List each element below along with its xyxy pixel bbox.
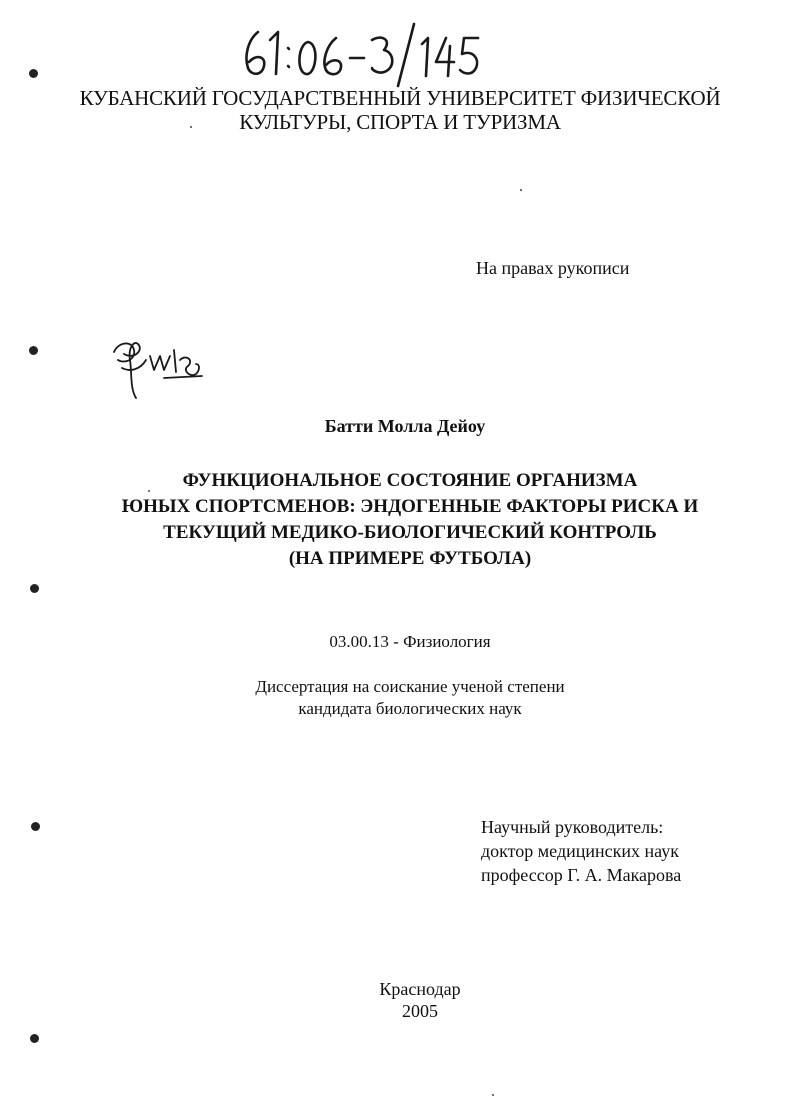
binder-hole-mark bbox=[31, 822, 40, 831]
title-line-4: (НА ПРИМЕРЕ ФУТБОЛА) bbox=[288, 548, 532, 569]
city-year bbox=[320, 978, 520, 1022]
title-line-1: ФУНКЦИОНАЛЬНОЕ СОСТОЯНИЕ ОРГАНИЗМА bbox=[182, 470, 638, 491]
specialty-code: 03.00.13 - Физиология bbox=[329, 632, 491, 651]
supervisor-line-3: профессор Г. А. Макарова bbox=[481, 865, 682, 885]
university-name bbox=[60, 86, 740, 134]
binder-hole-mark bbox=[30, 584, 39, 593]
supervisor-line-2: доктор медицинских наук bbox=[481, 841, 679, 861]
year: 2005 bbox=[402, 1001, 438, 1021]
title-line-2: ЮНЫХ СПОРТСМЕНОВ: ЭНДОГЕННЫЕ ФАКТОРЫ РИСКА И bbox=[121, 496, 699, 517]
author-name: Батти Молла Дейоу bbox=[324, 416, 486, 436]
manuscript-rights: На правах рукописи bbox=[476, 258, 630, 278]
city-name: Краснодар bbox=[379, 979, 461, 999]
scan-speck bbox=[492, 1094, 494, 1096]
binder-hole-mark bbox=[30, 1034, 39, 1043]
scan-speck bbox=[190, 126, 192, 128]
archive-code-handwriting bbox=[236, 18, 486, 88]
binder-hole-mark bbox=[29, 346, 38, 355]
degree-line-2: кандидата биологических наук bbox=[298, 699, 522, 718]
signature-drawing bbox=[104, 330, 214, 408]
university-line-1: КУБАНСКИЙ ГОСУДАРСТВЕННЫЙ УНИВЕРСИТЕТ ФИЗИЧЕСКОЙ bbox=[79, 86, 721, 110]
scan-speck bbox=[148, 490, 150, 492]
scan-speck bbox=[520, 189, 522, 191]
archive-code-drawing bbox=[236, 18, 486, 88]
signature-handwriting bbox=[104, 330, 214, 408]
supervisor-line-1: Научный руководитель: bbox=[481, 817, 664, 837]
dissertation-title bbox=[60, 468, 760, 572]
supervisor-block bbox=[481, 815, 781, 887]
university-line-2: КУЛЬТУРЫ, СПОРТА И ТУРИЗМА bbox=[239, 110, 561, 134]
degree-statement bbox=[160, 676, 660, 720]
degree-line-1: Диссертация на соискание ученой степени bbox=[255, 677, 565, 696]
title-line-3: ТЕКУЩИЙ МЕДИКО-БИОЛОГИЧЕСКИЙ КОНТРОЛЬ bbox=[163, 522, 657, 543]
binder-hole-mark bbox=[29, 69, 38, 78]
